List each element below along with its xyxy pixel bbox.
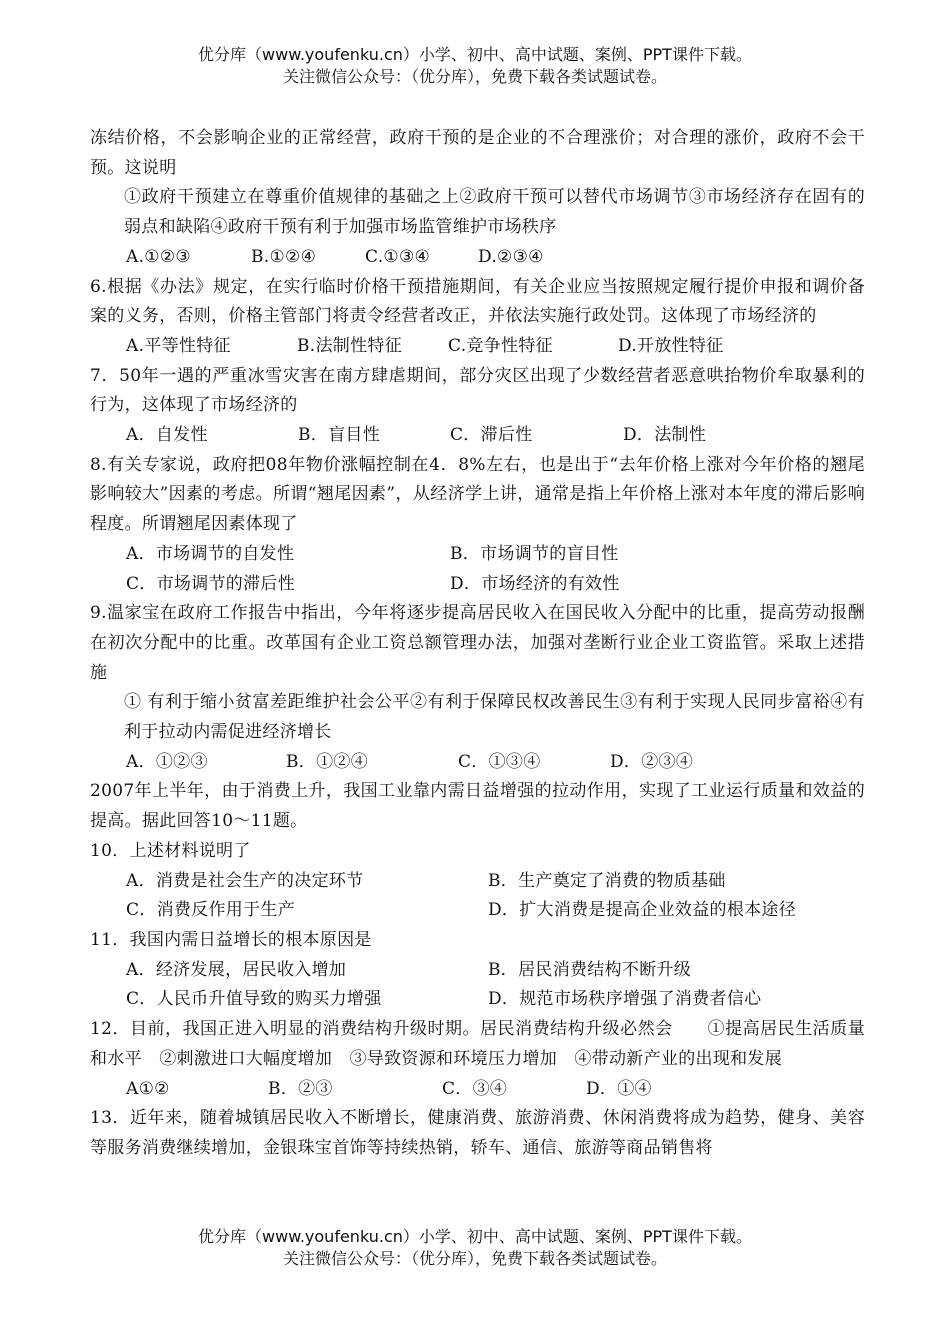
q6-option-c: C.竞争性特征 xyxy=(448,335,553,356)
q11-option-b: B．居民消费结构不断升级 xyxy=(488,959,692,980)
q8-options-row-2 xyxy=(90,570,865,600)
page-header xyxy=(0,44,950,88)
q10-options-row-2 xyxy=(90,896,865,926)
q9-statements: ① 有利于缩小贫富差距维护社会公平②有利于保障民权改善民生③有利于实现人民同步富裕④有利于拉动内需促进经济增长 xyxy=(124,692,865,743)
q5-stem: 冻结价格，不会影响企业的正常经营，政府干预的是企业的不合理涨价；对合理的涨价，政府不会干预。这说明 xyxy=(90,128,865,178)
q13-stem: 13．近年来，随着城镇居民收入不断增长，健康消费、旅游消费、休闲消费将成为趋势，健身、美容等服务消费继续增加，金银珠宝首饰等持续热销，轿车、通信、旅游等商品销售将 xyxy=(90,1108,865,1158)
q10-option-c: C．消费反作用于生产 xyxy=(126,900,296,921)
q5-option-a: A.①②③ xyxy=(126,246,191,267)
q10-stem: 10．上述材料说明了 xyxy=(90,840,251,861)
footer-line-2: 关注微信公众号：（优分库），免费下载各类试题试卷。 xyxy=(282,1249,667,1268)
header-line-1: 优分库（www.youfenku.cn）小学、初中、高中试题、案例、PPT课件下载。 xyxy=(198,45,752,64)
footer-line-1: 优分库（www.youfenku.cn）小学、初中、高中试题、案例、PPT课件下载。 xyxy=(198,1227,752,1246)
q12-option-b: B．②③ xyxy=(268,1078,333,1099)
q6-options xyxy=(90,332,865,362)
q9-option-d: D．②③④ xyxy=(610,751,694,772)
q7-option-a: A．自发性 xyxy=(126,425,208,446)
q12-option-a: A①② xyxy=(126,1078,170,1099)
q8-option-d: D．市场经济的有效性 xyxy=(450,573,620,594)
q12-options xyxy=(90,1075,865,1105)
q6-option-d: D.开放性特征 xyxy=(618,335,724,356)
q5-options xyxy=(90,243,865,273)
q7-option-b: B．盲目性 xyxy=(298,425,380,446)
q8-option-b: B．市场调节的盲目性 xyxy=(450,543,619,564)
q6-option-b: B.法制性特征 xyxy=(297,335,402,356)
q9-stem: 9.温家宝在政府工作报告中指出，今年将逐步提高居民收入在国民收入分配中的比重，提高劳动报酬在初次分配中的比重。改革国有企业工资总额管理办法，加强对垄断行业企业工资监管。采取上述措施 xyxy=(90,603,865,683)
q9-option-c: C．①③④ xyxy=(458,751,541,772)
q5-statements: ①政府干预建立在尊重价值规律的基础之上②政府干预可以替代市场调节③市场经济存在固有的弱点和缺陷④政府干预有利于加强市场监管维护市场秩序 xyxy=(124,187,865,238)
q10-option-a: A．消费是社会生产的决定环节 xyxy=(126,870,364,891)
q10-option-d: D．扩大消费是提高企业效益的根本途径 xyxy=(488,900,797,921)
q5-option-b: B.①②④ xyxy=(251,246,317,267)
q9-option-a: A．①②③ xyxy=(126,751,208,772)
q7-options xyxy=(90,421,865,451)
q9-options xyxy=(90,748,865,778)
q8-option-c: C．市场调节的滞后性 xyxy=(126,573,296,594)
q8-stem: 8.有关专家说，政府把08年物价涨幅控制在4．8%左右，也是出于“去年价格上涨对今年价格的翘尾影响较大”因素的考虑。所谓“翘尾因素”，从经济学上讲，通常是指上年价格上涨对本年度的滞后影响程度。所谓翘尾因素体现了 xyxy=(90,454,865,535)
q5-option-c: C.①③④ xyxy=(365,246,431,267)
q9-option-b: B．①②④ xyxy=(286,751,368,772)
q11-stem: 11．我国内需日益增长的根本原因是 xyxy=(90,929,372,950)
page-footer xyxy=(0,1226,950,1270)
header-line-2: 关注微信公众号：（优分库），免费下载各类试题试卷。 xyxy=(282,67,667,86)
q10-options-row-1 xyxy=(90,867,865,897)
q11-options-row-1 xyxy=(90,956,865,986)
q12-option-c: C．③④ xyxy=(442,1078,508,1099)
q7-stem: 7．50年一遇的严重冰雪灾害在南方肆虐期间，部分灾区出现了少数经营者恶意哄抬物价牟取暴利的行为，这体现了市场经济的 xyxy=(90,365,865,416)
q11-option-a: A．经济发展，居民收入增加 xyxy=(126,959,347,980)
q6-option-a: A.平等性特征 xyxy=(126,335,231,356)
q12-stem: 12．目前，我国正进入明显的消费结构升级时期。居民消费结构升级必然会 ①提高居民生活质量和水平 ②刺激进口大幅度增加 ③导致资源和环境压力增加 ④带动新产业的出现和发展 xyxy=(90,1019,865,1069)
q5-option-d: D.②③④ xyxy=(478,246,544,267)
q11-option-d: D．规范市场秩序增强了消费者信心 xyxy=(488,989,762,1010)
exam-content xyxy=(90,124,865,1164)
material-text: 2007年上半年，由于消费上升，我国工业靠内需日益增强的拉动作用，实现了工业运行质量和效益的提高。据此回答10～11题。 xyxy=(90,781,865,832)
q8-options-row-1 xyxy=(90,540,865,570)
q7-option-d: D．法制性 xyxy=(623,425,707,446)
q8-option-a: A．市场调节的自发性 xyxy=(126,543,295,564)
q6-stem: 6.根据《办法》规定，在实行临时价格干预措施期间，有关企业应当按照规定履行提价申报和调价备案的义务，否则，价格主管部门将责令经营者改正，并依法实施行政处罚。这体现了市场经济的 xyxy=(90,276,865,327)
q12-option-d: D．①④ xyxy=(586,1078,652,1099)
q11-options-row-2 xyxy=(90,985,865,1015)
q11-option-c: C．人民币升值导致的购买力增强 xyxy=(126,989,382,1010)
q7-option-c: C．滞后性 xyxy=(450,425,533,446)
q10-option-b: B．生产奠定了消费的物质基础 xyxy=(488,870,726,891)
